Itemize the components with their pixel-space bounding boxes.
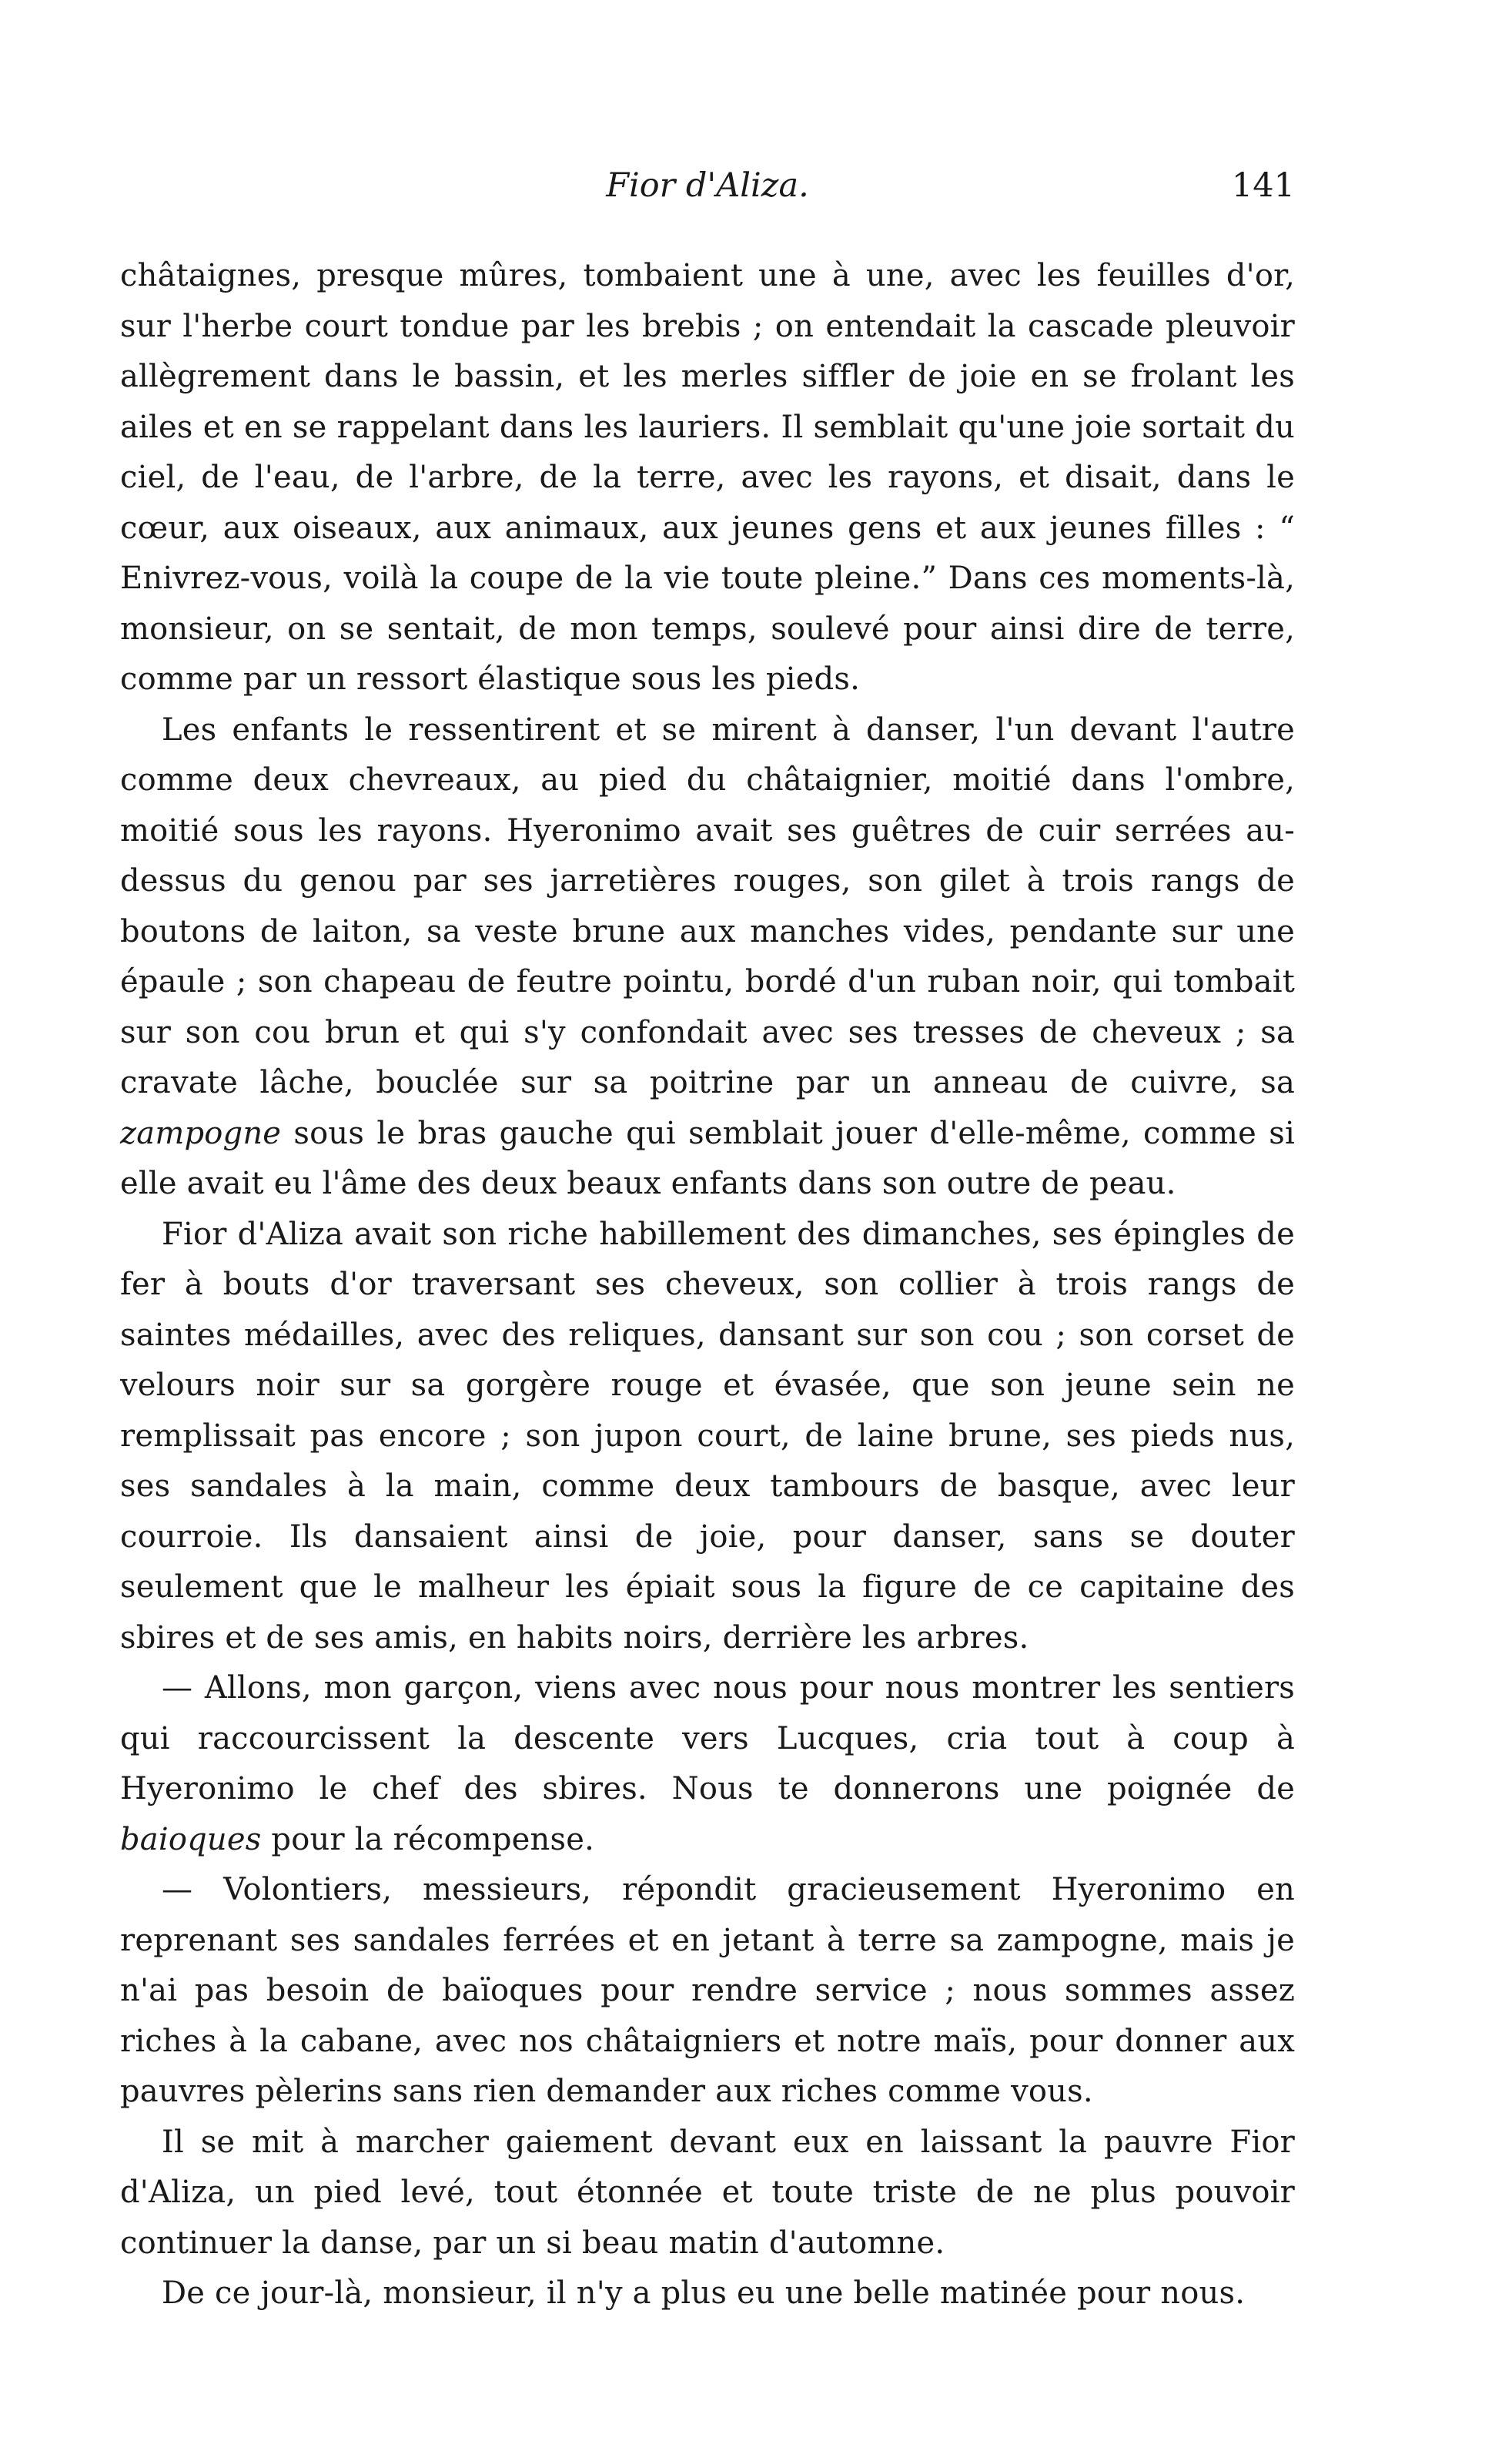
paragraph-p2 bbox=[120, 705, 1295, 1210]
paragraph-p4 bbox=[120, 1663, 1295, 1865]
paragraph-p3 bbox=[120, 1210, 1295, 1664]
body-text bbox=[120, 251, 1295, 2319]
italic-word: zampogne bbox=[120, 1115, 282, 1151]
text-segment: pour la récompense. bbox=[261, 1821, 595, 1857]
text-segment: Il se mit à marcher gaiement devant eux en laissant la pauvre Fior d'Aliza, un pied levé, tout étonnée et toute triste de ne plus pouvoir continuer la danse, par un si beau matin d'automne. bbox=[120, 2124, 1295, 2261]
text-segment: châtaignes, presque mûres, tombaient une à une, avec les feuilles d'or, sur l'herbe court tondue par les brebis ; on entendait la cascade pleuvoir allègrement dans le bassin, et les merles siffler de joie en se frolant les ailes et en se rappelant dans les lauriers. Il semblait qu'une joie sortait du ciel, de l'eau, de l'arbre, de la terre, avec les rayons, et disait, dans le cœur, aux oiseaux, aux animaux, aux jeunes gens et aux jeunes filles : “ Enivrez-vous, voilà la coupe de la vie toute pleine.” Dans ces moments-là, monsieur, on se sentait, de mon temps, soulevé pour ainsi dire de terre, comme par un ressort élastique sous les pieds. bbox=[120, 258, 1295, 697]
paragraph-p7 bbox=[120, 2269, 1295, 2319]
text-segment: — Allons, mon garçon, viens avec nous pour nous montrer les sentiers qui raccourcissent la descente vers Lucques, cria tout à coup à Hyeronimo le chef des sbires. Nous te donnerons une poignée de bbox=[120, 1670, 1295, 1806]
paragraph-p6 bbox=[120, 2118, 1295, 2269]
italic-word: baioques bbox=[120, 1821, 262, 1857]
running-head bbox=[120, 159, 1295, 213]
text-segment: — Volontiers, messieurs, répondit gracieusement Hyeronimo en reprenant ses sandales ferrées et en jetant à terre sa zampogne, mais je n'ai pas besoin de baïoques pour rendre service ; nous sommes assez riches à la cabane, avec nos châtaigniers et notre maïs, pour donner aux pauvres pèlerins sans rien demander aux riches comme vous. bbox=[120, 1872, 1295, 2109]
running-title: Fior d'Aliza. bbox=[606, 166, 809, 205]
text-segment: Fior d'Aliza avait son riche habillement des dimanches, ses épingles de fer à bouts d'or traversant ses cheveux, son collier à trois rangs de saintes médailles, avec des reliques, dansant sur son cou ; son corset de velours noir sur sa gorgère rouge et évasée, que son jeune sein ne remplissait pas encore ; son jupon court, de laine brune, ses pieds nus, ses sandales à la main, comme deux tambours de basque, avec leur courroie. Ils dansaient ainsi de joie, pour danser, sans se douter seulement que le malheur les épiait sous la figure de ce capitaine des sbires et de ses amis, en habits noirs, derrière les arbres. bbox=[120, 1216, 1295, 1656]
text-segment: sous le bras gauche qui semblait jouer d'elle-même, comme si elle avait eu l'âme des deux beaux enfants dans son outre de peau. bbox=[120, 1115, 1295, 1201]
paragraph-p1 bbox=[120, 251, 1295, 705]
text-segment: Les enfants le ressentirent et se mirent à danser, l'un devant l'autre comme deux chevreaux, au pied du châtaignier, moitié dans l'ombre, moitié sous les rayons. Hyeronimo avait ses guêtres de cuir serrées au-dessus du genou par ses jarretières rouges, son gilet à trois rangs de boutons de laiton, sa veste brune aux manches vides, pendante sur une épaule ; son chapeau de feutre pointu, bordé d'un ruban noir, qui tombait sur son cou brun et qui s'y confondait avec ses tresses de cheveux ; sa cravate lâche, bouclée sur sa poitrine par un anneau de cuivre, sa bbox=[120, 712, 1295, 1100]
paragraph-p5 bbox=[120, 1865, 1295, 2118]
page-number: 141 bbox=[1231, 166, 1295, 205]
text-segment: De ce jour-là, monsieur, il n'y a plus eu une belle matinée pour nous. bbox=[162, 2275, 1246, 2311]
